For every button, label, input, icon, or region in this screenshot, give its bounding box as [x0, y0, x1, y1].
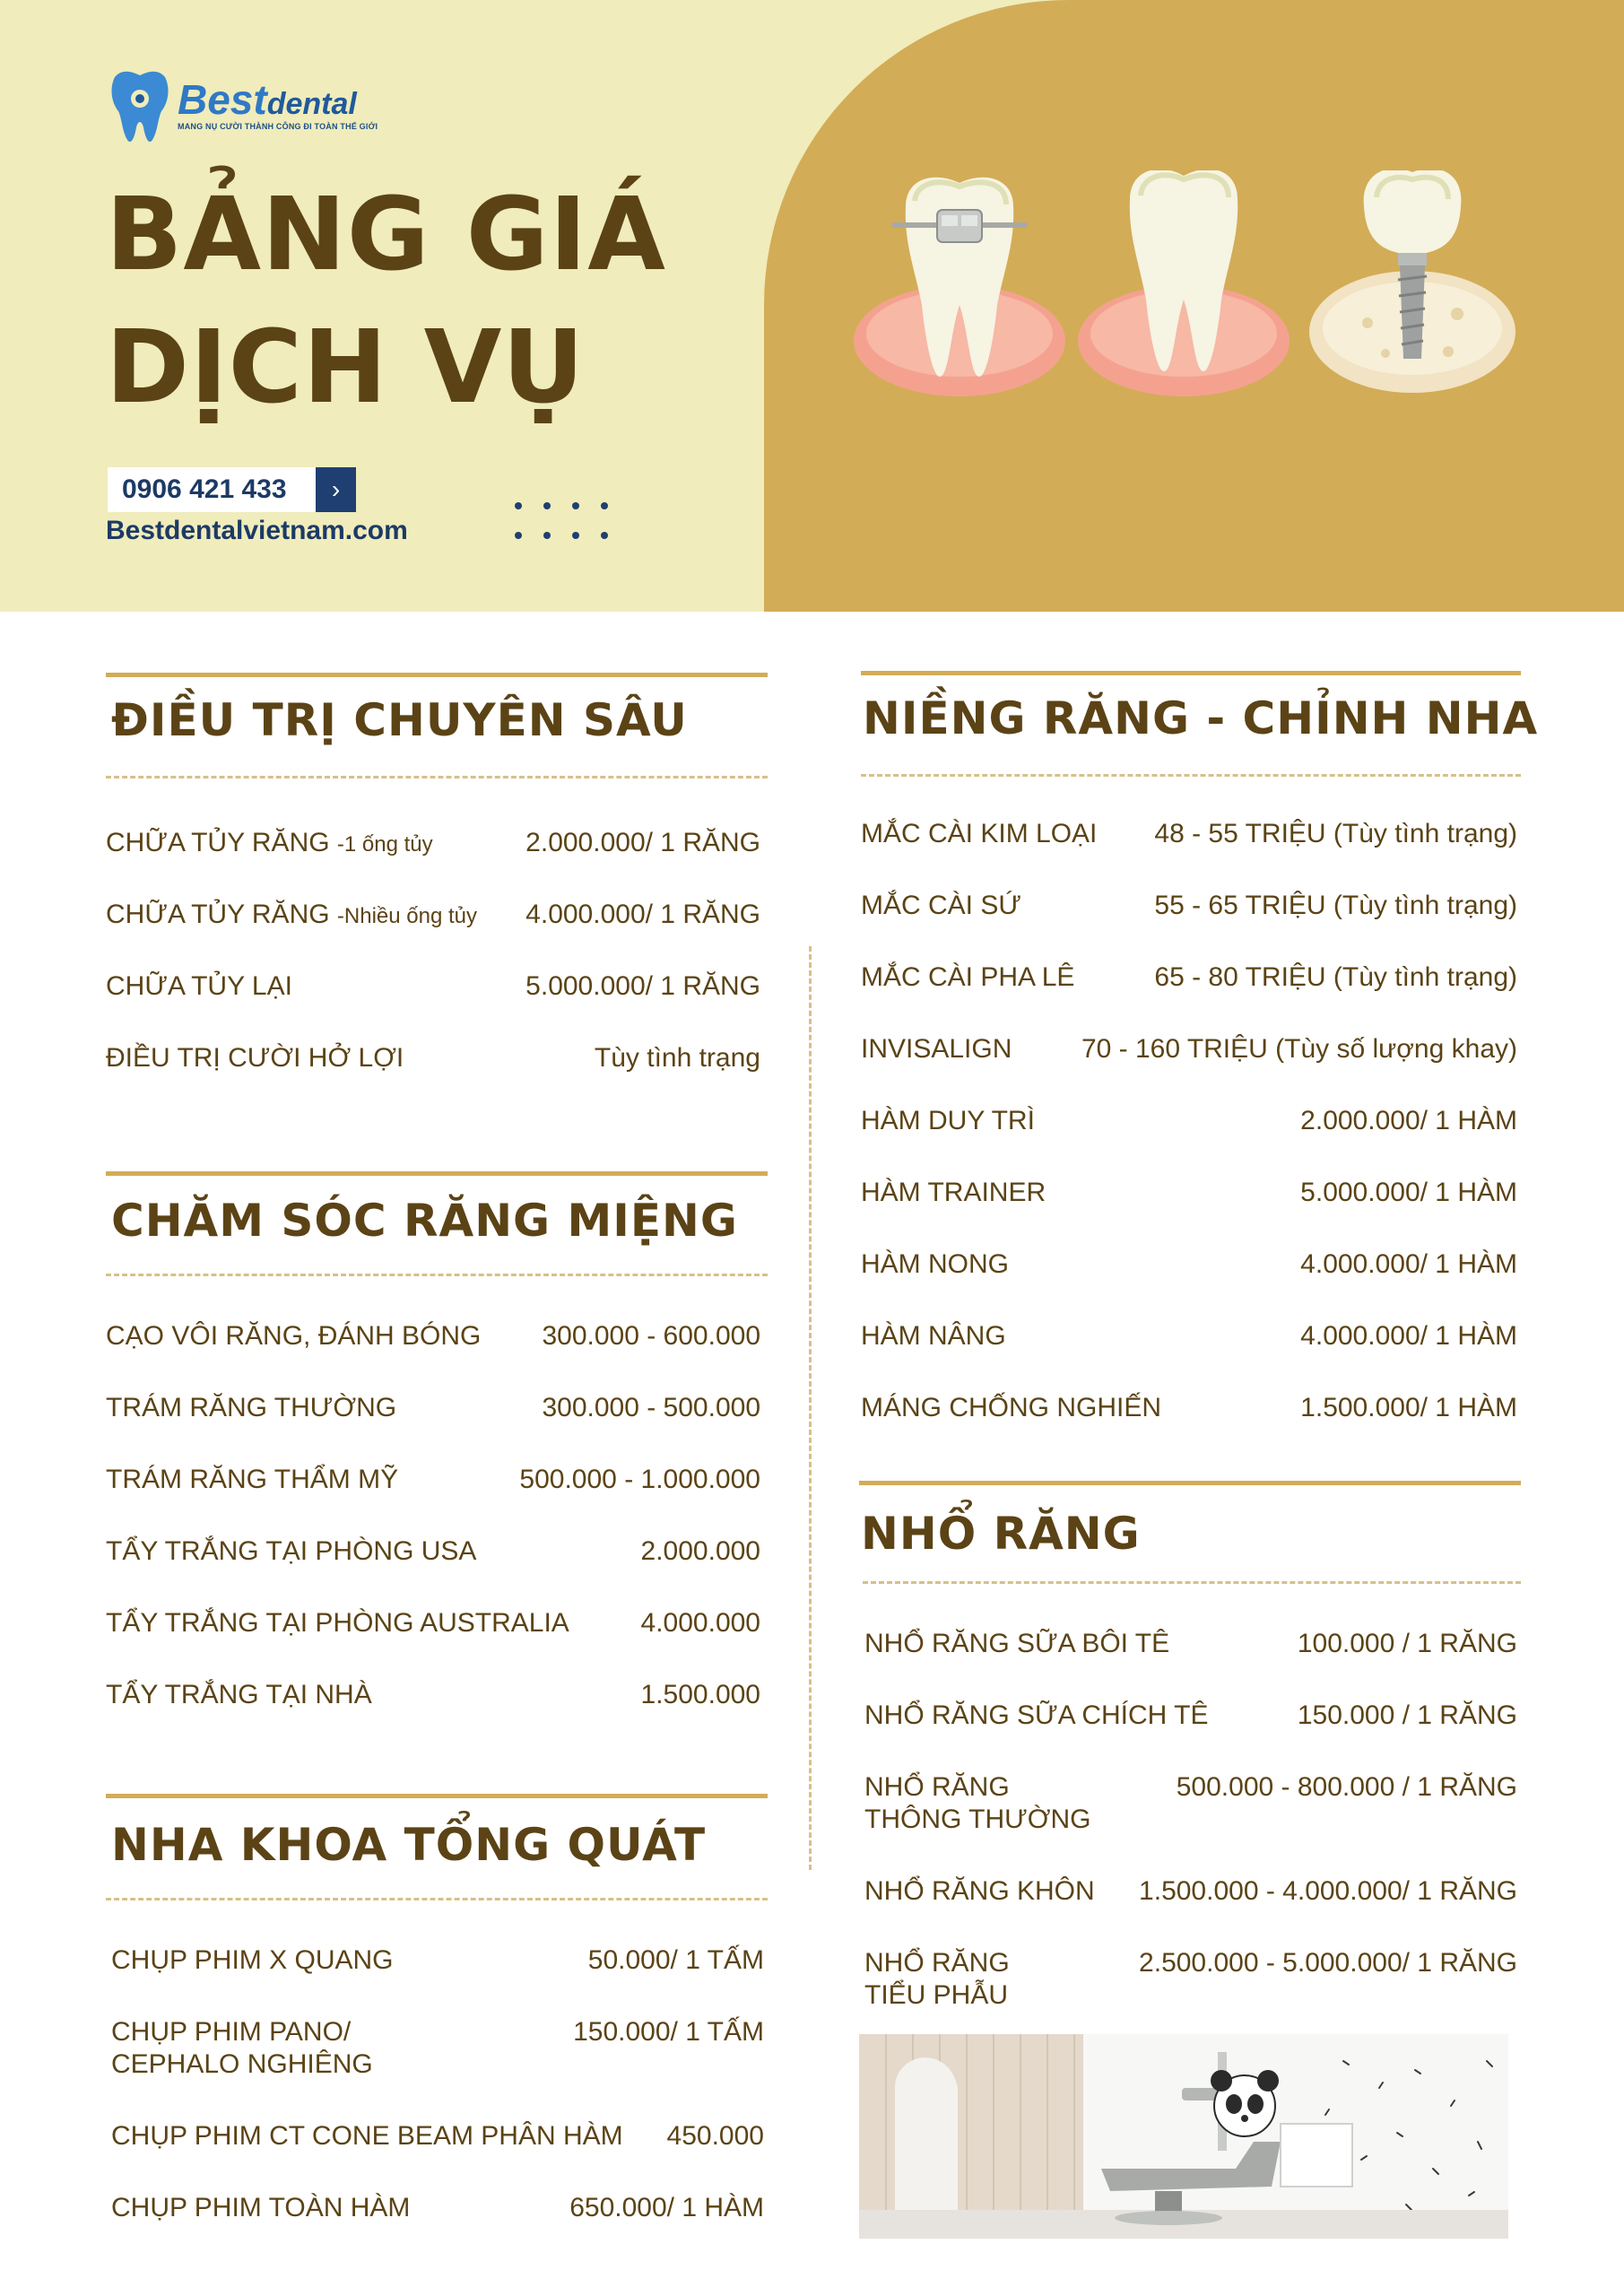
healthy-tooth-icon: [1078, 170, 1290, 396]
phone-number[interactable]: 0906 421 433: [108, 467, 316, 512]
chevron-right-icon[interactable]: ›: [316, 467, 356, 512]
title-line-1: BẢNG GIÁ: [106, 177, 666, 293]
price-row: NHỔ RĂNG TIỂU PHẪU 2.500.000 - 5.000.000/ 1 RĂNG: [864, 1948, 1517, 2010]
section-rule: [861, 671, 1521, 675]
price-row: ĐIỀU TRỊ CƯỜI HỞ LỢI Tùy tình trạng: [106, 1043, 760, 1073]
price-row: HÀM TRAINER 5.000.000/ 1 HÀM: [861, 1178, 1517, 1207]
price-row: CHỤP PHIM PANO/ CEPHALO NGHIÊNG 150.000/ 1 TẤM: [111, 2017, 764, 2079]
price-row: TRÁM RĂNG THẨM MỸ 500.000 - 1.000.000: [106, 1465, 760, 1494]
title-line-2: DỊCH VỤ: [106, 309, 586, 426]
price-row: HÀM DUY TRÌ 2.000.000/ 1 HÀM: [861, 1106, 1517, 1135]
price-row: TẨY TRẮNG TẠI PHÒNG USA 2.000.000: [106, 1536, 760, 1566]
section-rule: [106, 1794, 768, 1798]
logo-wordmark: Bestdental: [178, 76, 357, 123]
price-row: HÀM NONG 4.000.000/ 1 HÀM: [861, 1249, 1517, 1279]
section-nieng-rang-chinh-nha: [861, 671, 1539, 1442]
price-row: NHỔ RĂNG KHÔN 1.500.000 - 4.000.000/ 1 RĂNG: [864, 1876, 1517, 1906]
price-row: NHỔ RĂNG THÔNG THƯỜNG 500.000 - 800.000 / 1 RĂNG: [864, 1772, 1517, 1834]
teeth-illustration: [852, 170, 1533, 404]
section-title: NHỔ RĂNG: [861, 1508, 1141, 1560]
price-row: TẨY TRẮNG TẠI NHÀ 1.500.000: [106, 1680, 760, 1709]
section-rule: [859, 1481, 1521, 1485]
price-row: HÀM NÂNG 4.000.000/ 1 HÀM: [861, 1321, 1517, 1351]
price-row: CHỮA TỦY RĂNG -Nhiều ống tủy 4.000.000/ 1 RĂNG: [106, 900, 760, 929]
section-rule: [106, 673, 768, 677]
website-link[interactable]: Bestdentalvietnam.com: [106, 516, 408, 545]
section-title: ĐIỀU TRỊ CHUYÊN SÂU: [111, 694, 688, 746]
clinic-room-photo: [859, 2034, 1508, 2239]
decorative-dots: [515, 502, 631, 547]
section-title: NIỀNG RĂNG - CHỈNH NHA: [863, 692, 1539, 744]
section-dashed-divider: [106, 1274, 768, 1276]
price-row: TẨY TRẮNG TẠI PHÒNG AUSTRALIA 4.000.000: [106, 1608, 760, 1638]
price-row: MÁNG CHỐNG NGHIẾN 1.500.000/ 1 HÀM: [861, 1393, 1517, 1422]
dental-chair-illustration: [859, 2034, 1508, 2239]
price-row: MẮC CÀI PHA LÊ 65 - 80 TRIỆU (Tùy tình trạng): [861, 962, 1517, 992]
section-nho-rang: [859, 1481, 1521, 2019]
price-row: NHỔ RĂNG SỮA CHÍCH TÊ 150.000 / 1 RĂNG: [864, 1700, 1517, 1730]
price-row: INVISALIGN 70 - 160 TRIỆU (Tùy số lượng khay): [861, 1034, 1517, 1064]
price-row: NHỔ RĂNG SỮA BÔI TÊ 100.000 / 1 RĂNG: [864, 1629, 1517, 1658]
tooth-logo-icon: [108, 68, 172, 145]
price-row: CHỤP PHIM X QUANG 50.000/ 1 TẤM: [111, 1945, 764, 1975]
price-row: CHỮA TỦY LẠI 5.000.000/ 1 RĂNG: [106, 971, 760, 1001]
section-dashed-divider: [863, 1581, 1521, 1584]
section-nha-khoa-tong-quat: [106, 1794, 768, 2242]
section-rule: [106, 1171, 768, 1176]
price-row: CHỮA TỦY RĂNG -1 ống tủy 2.000.000/ 1 RĂNG: [106, 828, 760, 857]
section-dieu-tri-chuyen-sau: [106, 673, 768, 1085]
implant-tooth-icon: [1309, 170, 1515, 393]
column-divider: [809, 946, 812, 1870]
price-row: TRÁM RĂNG THƯỜNG 300.000 - 500.000: [106, 1393, 760, 1422]
section-dashed-divider: [861, 774, 1521, 777]
bestdental-logo[interactable]: [108, 63, 377, 152]
header-banner: [0, 0, 1624, 612]
price-row: MẮC CÀI SỨ 55 - 65 TRIỆU (Tùy tình trạng): [861, 891, 1517, 920]
price-row: MẮC CÀI KIM LOẠI 48 - 55 TRIỆU (Tùy tình trạng): [861, 819, 1517, 848]
section-title: CHĂM SÓC RĂNG MIỆNG: [111, 1195, 738, 1247]
logo-tagline: MANG NỤ CƯỜI THÀNH CÔNG ĐI TOÀN THẾ GIỚI: [178, 122, 378, 131]
section-dashed-divider: [106, 776, 768, 778]
price-row: CẠO VÔI RĂNG, ĐÁNH BÓNG 300.000 - 600.000: [106, 1321, 760, 1351]
braces-tooth-icon: [854, 178, 1065, 396]
page-title: [106, 169, 666, 434]
price-row: CHỤP PHIM TOÀN HÀM 650.000/ 1 HÀM: [111, 2193, 764, 2222]
section-cham-soc-rang-mieng: [106, 1171, 768, 1727]
section-title: NHA KHOA TỔNG QUÁT: [111, 1819, 707, 1871]
section-dashed-divider: [106, 1898, 768, 1900]
price-row: CHỤP PHIM CT CONE BEAM PHÂN HÀM 450.000: [111, 2121, 764, 2151]
